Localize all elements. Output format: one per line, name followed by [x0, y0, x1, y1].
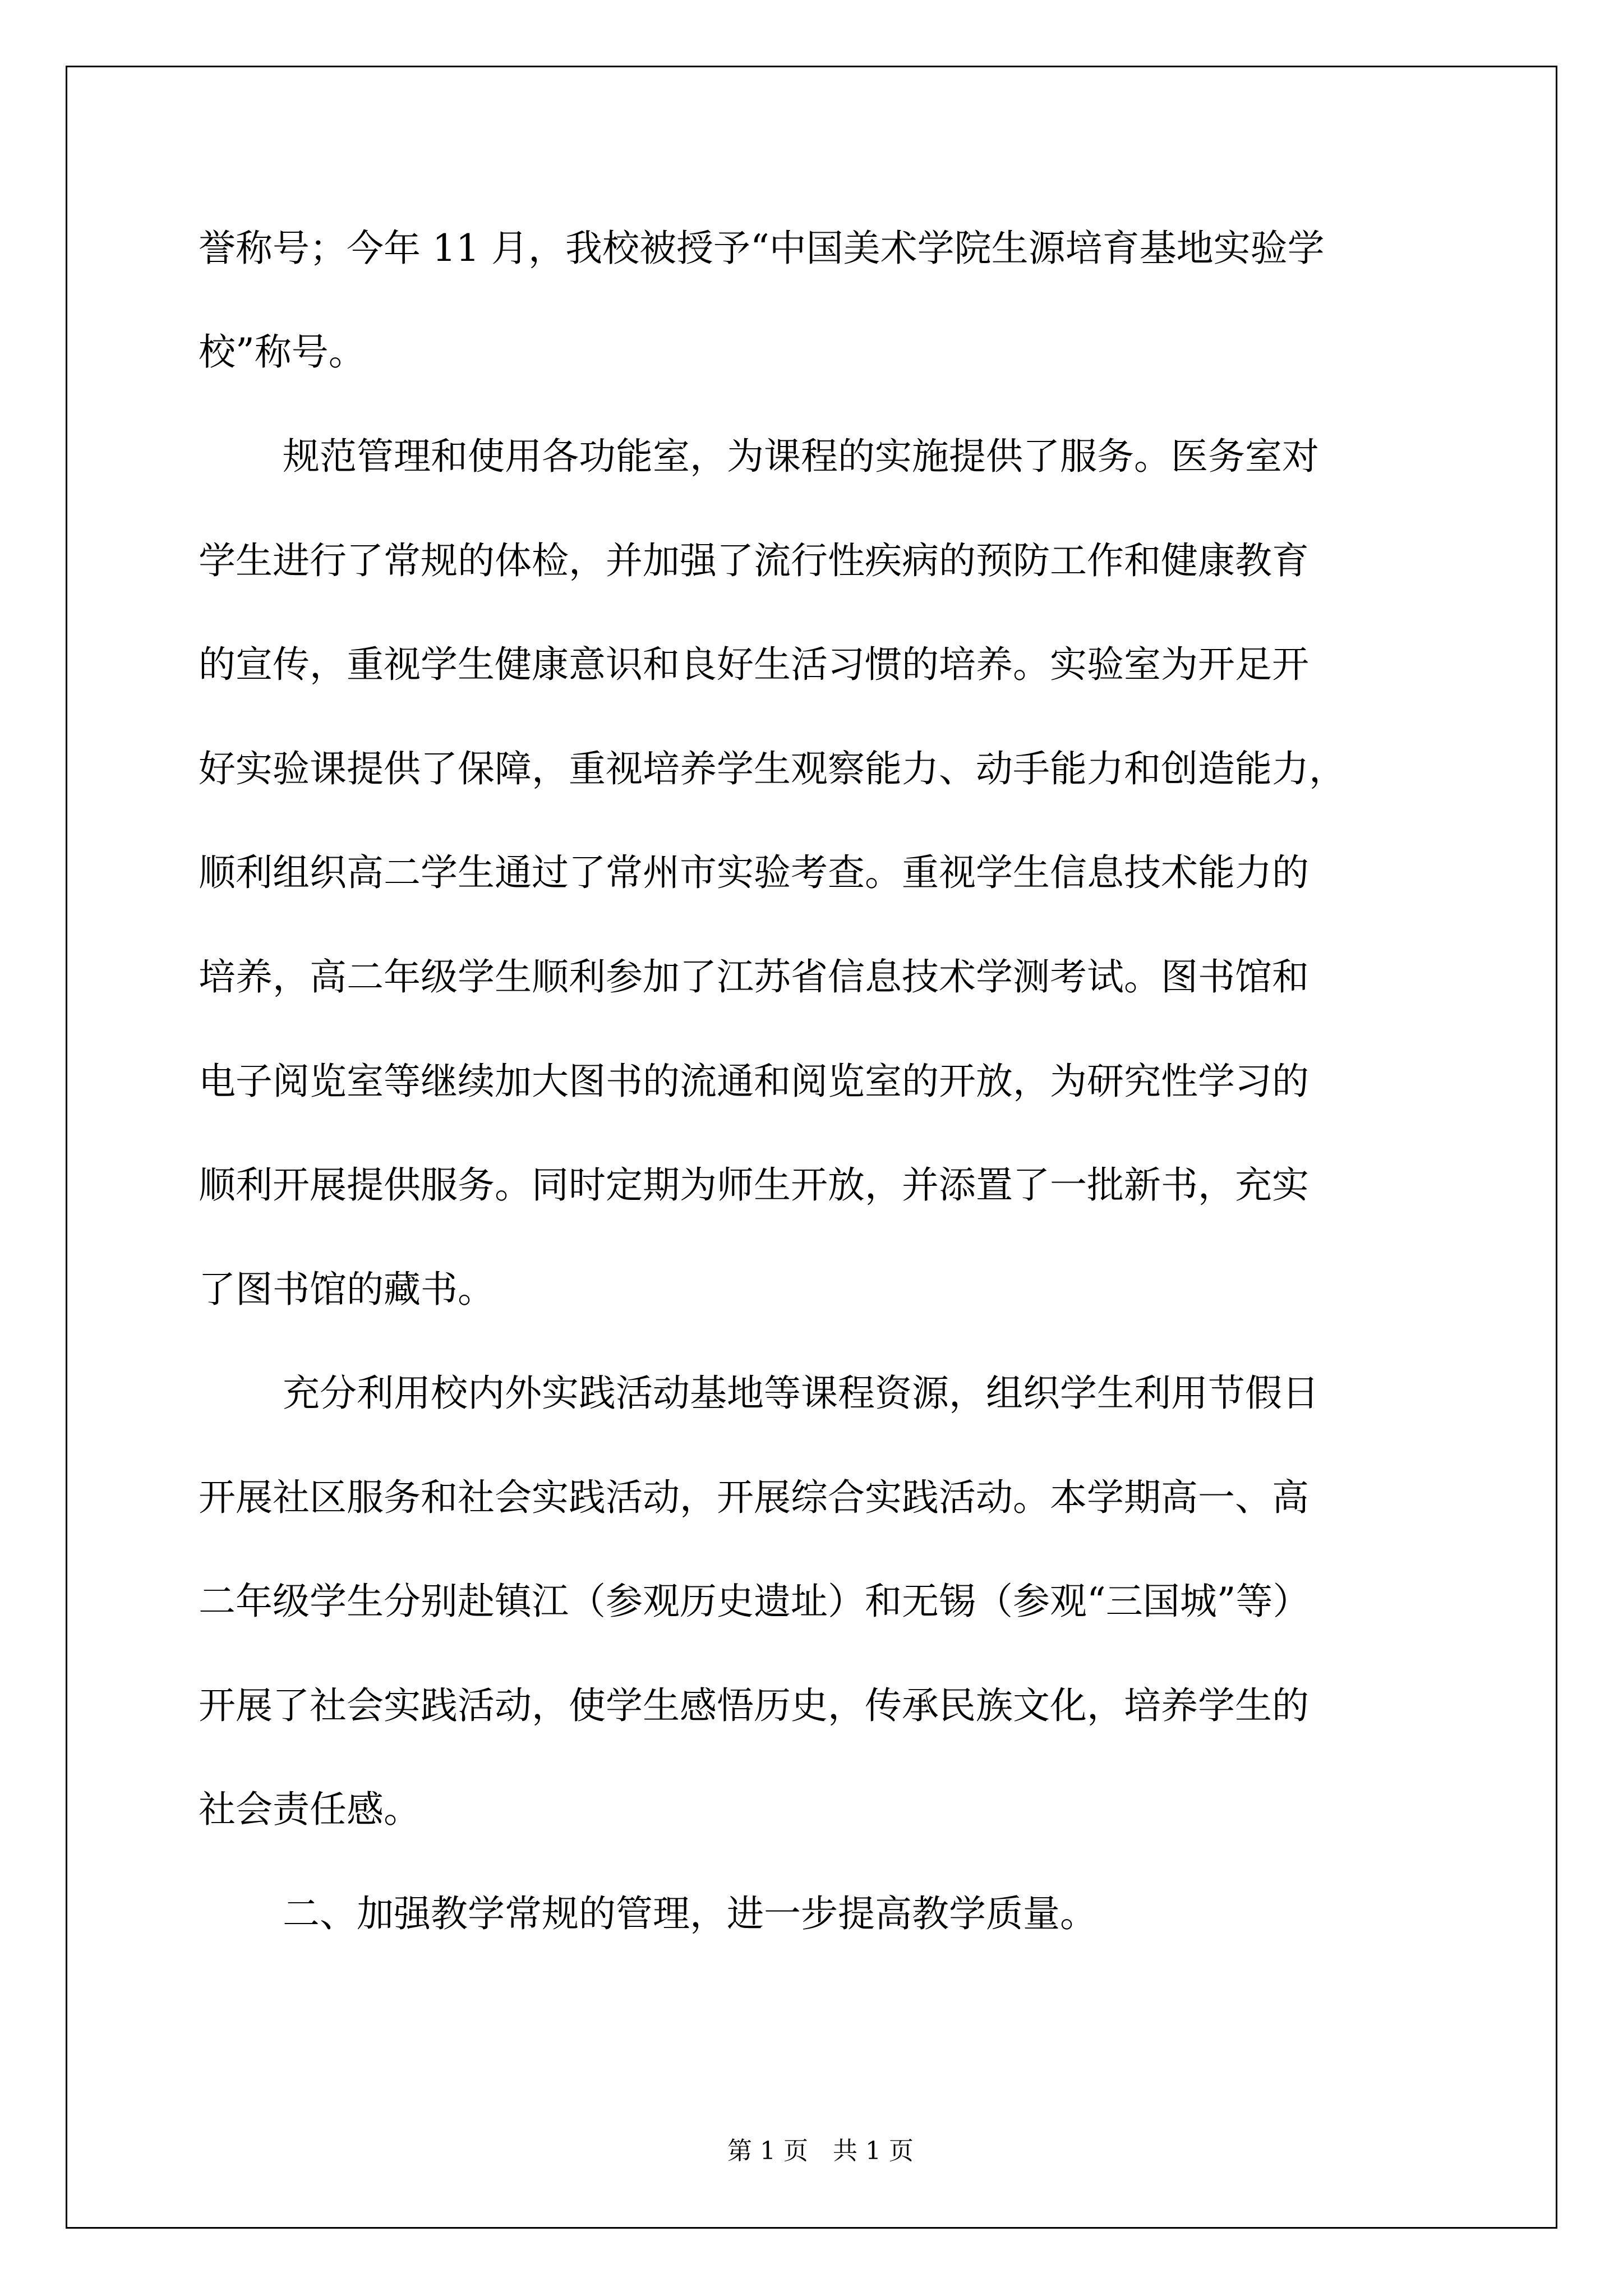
paragraph-line: 电子阅览室等继续加大图书的流通和阅览室的开放，为研究性学习的 [199, 1060, 1309, 1103]
paragraph-line: 开展社区服务和社会实践活动，开展综合实践活动。本学期高一、高 [199, 1476, 1309, 1519]
paragraph-line: 顺利组织高二学生通过了常州市实验考查。重视学生信息技术能力的 [199, 851, 1309, 894]
paragraph-line: 了图书馆的藏书。 [199, 1268, 495, 1311]
paragraph-line: 开展了社会实践活动，使学生感悟历史，传承民族文化，培养学生的 [199, 1684, 1309, 1727]
paragraph-line: 好实验课提供了保障，重视培养学生观察能力、动手能力和创造能力， [199, 747, 1346, 790]
paragraph-line: 培养，高二年级学生顺利参加了江苏省信息技术学测考试。图书馆和 [199, 955, 1309, 999]
paragraph-line: 规范管理和使用各功能室，为课程的实施提供了服务。医务室对 [283, 435, 1319, 478]
paragraph-line: 二年级学生分别赴镇江（参观历史遗址）和无锡（参观“三国城”等） [199, 1580, 1310, 1623]
page-footer: 第 1 页 共 1 页 [727, 2137, 914, 2165]
paragraph-line: 校”称号。 [199, 330, 366, 374]
paragraph-line: 顺利开展提供服务。同时定期为师生开放，并添置了一批新书，充实 [199, 1163, 1309, 1207]
paragraph-line: 社会责任感。 [199, 1788, 421, 1831]
section-heading: 二、加强教学常规的管理，进一步提高教学质量。 [283, 1892, 1097, 1935]
paragraph-line: 誉称号；今年 11 月，我校被授予“中国美术学院生源培育基地实验学 [199, 227, 1325, 270]
paragraph-line: 学生进行了常规的体检，并加强了流行性疾病的预防工作和健康教育 [199, 539, 1309, 582]
paragraph-line: 的宣传，重视学生健康意识和良好生活习惯的培养。实验室为开足开 [199, 643, 1309, 686]
paragraph-line: 充分利用校内外实践活动基地等课程资源，组织学生利用节假日 [283, 1372, 1319, 1415]
